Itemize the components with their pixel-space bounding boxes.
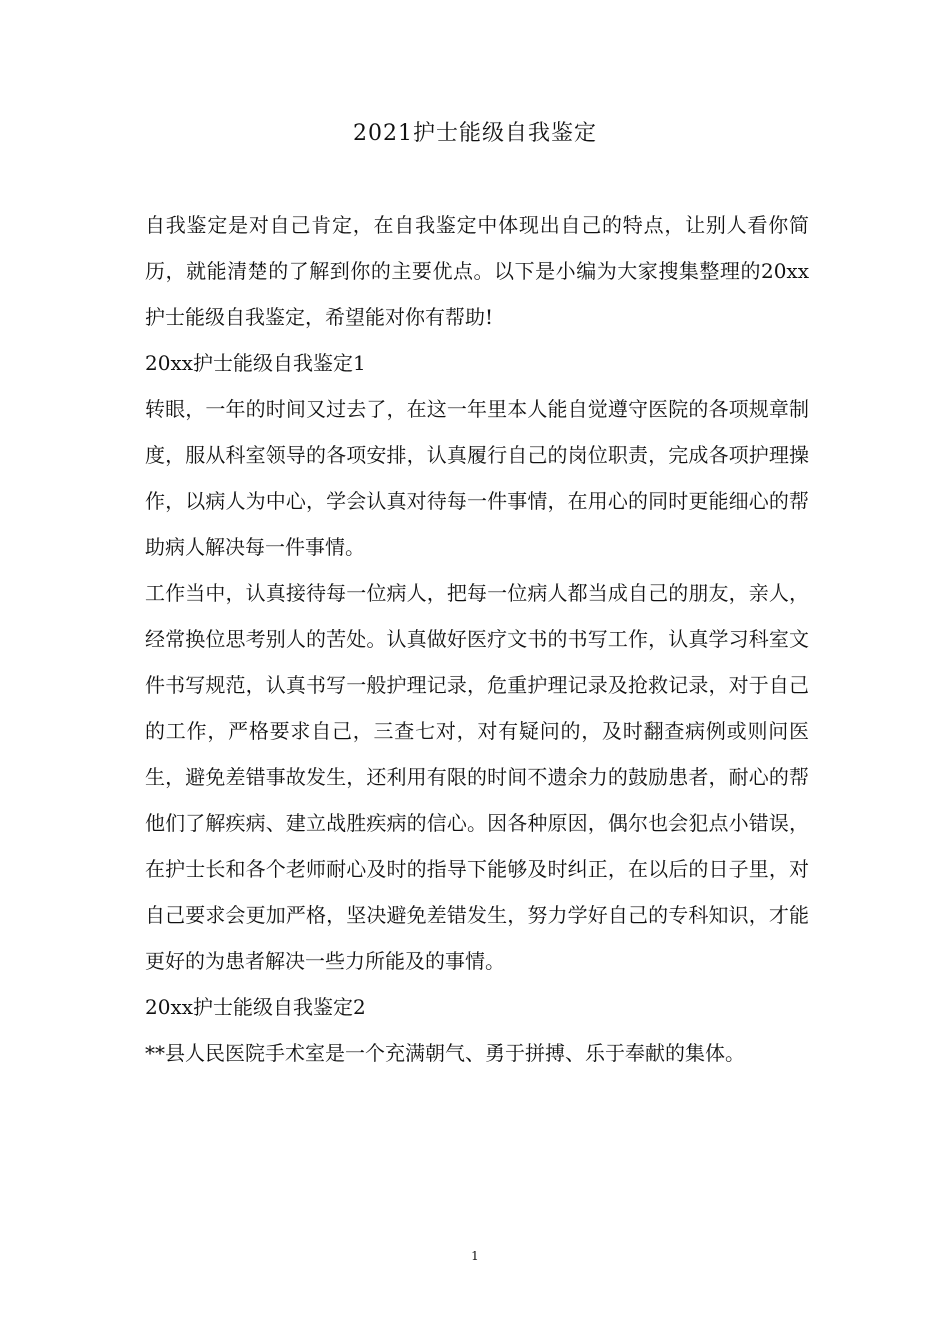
document-title: 2021护士能级自我鉴定	[353, 121, 597, 146]
section-1-paragraph-1: 转眼，一年的时间又过去了，在这一年里本人能自觉遵守医院的各项规章制度，服从科室领导的各项安排，认真履行自己的岗位职责，完成各项护理操作，以病人为中心，学会认真对待每一件事情，在用心的同时更能细心的帮助病人解决每一件事情。	[145, 397, 809, 559]
section-2-paragraph-1: **县人民医院手术室是一个充满朝气、勇于拼搏、乐于奉献的集体。	[145, 1041, 745, 1065]
intro-paragraph: 自我鉴定是对自己肯定，在自我鉴定中体现出自己的特点，让别人看你简历，就能清楚的了解到你的主要优点。以下是小编为大家搜集整理的20xx护士能级自我鉴定，希望能对你有帮助!	[145, 213, 809, 329]
page-number: 1	[471, 1249, 479, 1263]
section-2-heading: 20xx护士能级自我鉴定2	[145, 995, 366, 1019]
document-body	[145, 202, 809, 1076]
section-1-heading: 20xx护士能级自我鉴定1	[145, 351, 366, 375]
section-1-paragraph-2: 工作当中，认真接待每一位病人，把每一位病人都当成自己的朋友，亲人，经常换位思考别人的苦处。认真做好医疗文书的书写工作，认真学习科室文件书写规范，认真书写一般护理记录，危重护理记录及抢救记录，对于自己的工作，严格要求自己，三查七对，对有疑问的，及时翻查病例或则问医生，避免差错事故发生，还利用有限的时间不遗余力的鼓励患者，耐心的帮他们了解疾病、建立战胜疾病的信心。因各种原因，偶尔也会犯点小错误，在护士长和各个老师耐心及时的指导下能够及时纠正，在以后的日子里，对自己要求会更加严格，坚决避免差错发生，努力学好自己的专科知识，才能更好的为患者解决一些力所能及的事情。	[145, 581, 809, 973]
